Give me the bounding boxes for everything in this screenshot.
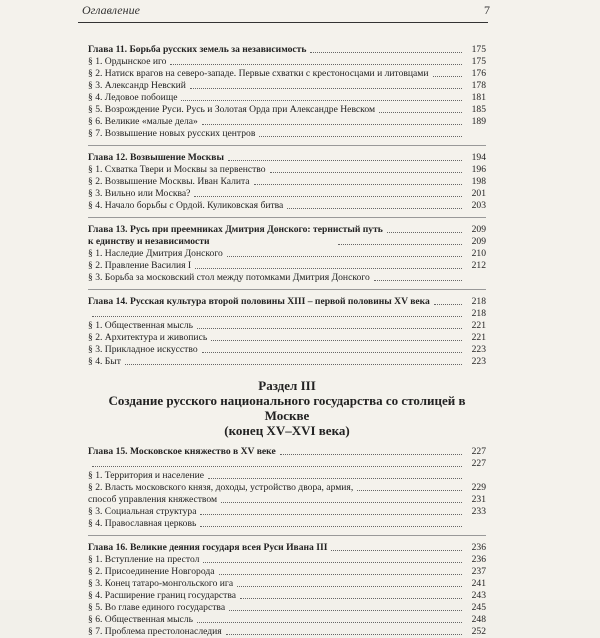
- toc-entry[interactable]: [88, 578, 486, 590]
- toc-entry[interactable]: [88, 332, 486, 344]
- toc-entry-page: 218: [471, 308, 486, 319]
- chapter-title-row[interactable]: [88, 224, 486, 236]
- leader-dots: [287, 208, 462, 209]
- chapter-title-row-page: 236: [471, 542, 486, 553]
- chapter-divider: [88, 217, 486, 218]
- toc-entry[interactable]: [88, 104, 486, 116]
- leader-dots: [221, 502, 462, 503]
- chapter-title-row[interactable]: [88, 446, 486, 458]
- toc-entry[interactable]: [88, 128, 486, 140]
- chapter-divider: [88, 289, 486, 290]
- leader-dots: [203, 562, 462, 563]
- toc-entry-text: § 7. Проблема престолонаследия: [88, 626, 222, 637]
- toc-entry[interactable]: [88, 56, 486, 68]
- chapter-title-row-page: 194: [471, 152, 486, 163]
- toc-entry-page: 203: [471, 200, 486, 211]
- toc-entry[interactable]: [88, 344, 486, 356]
- leader-dots: [125, 364, 462, 365]
- toc-entry[interactable]: [88, 482, 486, 494]
- toc-entry[interactable]: [88, 506, 486, 518]
- toc-entry-text: § 2. Натиск врагов на северо-западе. Первые схватки с крестоносцами и литовцами: [88, 68, 429, 79]
- toc-entry-page: 237: [471, 566, 486, 577]
- toc-entry[interactable]: [88, 116, 486, 128]
- leader-dots: [270, 172, 462, 173]
- toc-entry-page: 252: [471, 626, 486, 637]
- leader-dots: [228, 160, 462, 161]
- leader-dots: [240, 598, 462, 599]
- leader-dots: [254, 184, 462, 185]
- toc-entry[interactable]: [88, 470, 486, 482]
- toc-entry-page: 231: [471, 494, 486, 505]
- leader-dots: [202, 124, 462, 125]
- toc-entry-text: § 2. Возвышение Москвы. Иван Калита: [88, 176, 250, 187]
- toc-entry-page: 221: [471, 332, 486, 343]
- toc-entry-page: 198: [471, 176, 486, 187]
- toc-entry-text: § 3. Вильно или Москва?: [88, 188, 191, 199]
- leader-dots: [197, 328, 462, 329]
- chapter-divider: [88, 145, 486, 146]
- chapter-title-row[interactable]: [88, 296, 486, 308]
- toc-entry-text: § 2. Архитектура и живопись: [88, 332, 208, 343]
- toc-entry[interactable]: [88, 566, 486, 578]
- toc-entry-text: § 1. Ордынское иго: [88, 56, 167, 67]
- chapter-divider: [88, 535, 486, 536]
- toc-entry-text: § 4. Православная церковь: [88, 518, 197, 529]
- leader-dots: [310, 52, 462, 53]
- leader-dots: [219, 574, 463, 575]
- toc-entry[interactable]: [88, 188, 486, 200]
- chapter-block: [88, 44, 486, 140]
- toc-entry-page: 189: [471, 116, 486, 127]
- toc-entry-text: § 4. Быт: [88, 356, 121, 367]
- leader-dots: [200, 526, 462, 527]
- toc-bottom-chapters: [88, 446, 486, 638]
- chapter-title-row-page: 227: [471, 446, 486, 457]
- toc-entry[interactable]: [88, 80, 486, 92]
- toc-entry-page: 223: [471, 356, 486, 367]
- toc-entry-page: 185: [471, 104, 486, 115]
- toc-entry-page: 223: [471, 344, 486, 355]
- section-title: Создание русского национального государства со столицей в Москве: [108, 393, 466, 423]
- chapter-title-row-page: 218: [471, 296, 486, 307]
- toc-entry-text: § 4. Ледовое побоище: [88, 92, 178, 103]
- toc-entry-page: 181: [471, 92, 486, 103]
- chapter-title-row[interactable]: [88, 44, 486, 56]
- chapter-title-row-text: Глава 12. Возвышение Москвы: [88, 152, 224, 163]
- toc-entry-page: 241: [471, 578, 486, 589]
- leader-dots: [181, 100, 462, 101]
- toc-entry-text: § 5. Возрождение Руси. Русь и Золотая Орда при Александре Невском: [88, 104, 376, 115]
- leader-dots: [170, 64, 462, 65]
- header-title: Оглавление: [82, 3, 140, 17]
- toc-entry-page: 221: [471, 320, 486, 331]
- toc-entry[interactable]: [88, 200, 486, 212]
- leader-dots: [338, 244, 462, 245]
- toc-entry[interactable]: [88, 494, 486, 506]
- chapter-block: [88, 152, 486, 212]
- toc-entry-text: § 2. Власть московского князя, доходы, устройство двора, армия,: [88, 482, 354, 493]
- leader-dots: [227, 256, 462, 257]
- toc-entry-text: § 2. Правление Василия I: [88, 260, 192, 271]
- toc-entry[interactable]: [88, 272, 486, 284]
- chapter-block: [88, 446, 486, 530]
- toc-entry-text: § 1. Общественная мысль: [88, 320, 193, 331]
- toc-entry[interactable]: [88, 518, 486, 530]
- chapter-title-row-text: Глава 14. Русская культура второй половины XIII – первой половины XV века: [88, 296, 430, 307]
- section-number: Раздел III: [258, 378, 316, 393]
- leader-dots: [433, 76, 462, 77]
- toc-entry[interactable]: [88, 308, 486, 320]
- leader-dots: [197, 622, 462, 623]
- toc-entry-page: 233: [471, 506, 486, 517]
- chapter-title-row-text: Глава 15. Московское княжество в XV веке: [88, 446, 276, 457]
- leader-dots: [379, 112, 462, 113]
- toc-entry[interactable]: [88, 458, 486, 470]
- toc-entry-page: 248: [471, 614, 486, 625]
- chapter-title-row-text: Глава 16. Великие деяния государя всея Руси Ивана III: [88, 542, 328, 553]
- leader-dots: [229, 610, 462, 611]
- leader-dots: [208, 478, 462, 479]
- toc-entry-page: 176: [471, 68, 486, 79]
- toc-entry[interactable]: [88, 260, 486, 272]
- toc-top-chapters: [88, 44, 486, 368]
- toc-entry-page: 178: [471, 80, 486, 91]
- chapter-block: [88, 224, 486, 284]
- leader-dots: [194, 196, 462, 197]
- toc-entry-page: 201: [471, 188, 486, 199]
- leader-dots: [226, 634, 462, 635]
- toc-entry[interactable]: [88, 356, 486, 368]
- chapter-title-cont-row-page: 209: [471, 236, 486, 247]
- toc-entry-text: § 6. Великие «малые дела»: [88, 116, 198, 127]
- table-of-contents: [88, 44, 486, 638]
- chapter-block: [88, 296, 486, 368]
- toc-entry[interactable]: [88, 614, 486, 626]
- leader-dots: [211, 340, 462, 341]
- chapter-title-cont-row[interactable]: [88, 236, 486, 248]
- toc-entry-text: § 5. Во главе единого государства: [88, 602, 226, 613]
- leader-dots: [92, 466, 462, 467]
- leader-dots: [374, 280, 462, 281]
- toc-entry-page: 175: [471, 56, 486, 67]
- page-number: 7: [484, 3, 490, 17]
- toc-entry-page: 212: [471, 260, 486, 271]
- toc-entry-text: § 3. Александр Невский: [88, 80, 186, 91]
- toc-entry[interactable]: [88, 164, 486, 176]
- chapter-title-row-page: 209: [471, 224, 486, 235]
- toc-entry[interactable]: [88, 320, 486, 332]
- toc-entry-text: § 3. Конец татаро-монгольского ига: [88, 578, 234, 589]
- toc-entry-text: § 3. Борьба за московский стол между потомками Дмитрия Донского: [88, 272, 370, 283]
- toc-entry-page: 245: [471, 602, 486, 613]
- toc-entry-page: 236: [471, 554, 486, 565]
- chapter-title-row-text: Глава 13. Русь при преемниках Дмитрия Донского: тернистый путь: [88, 224, 383, 235]
- leader-dots: [200, 514, 462, 515]
- toc-entry-page: 243: [471, 590, 486, 601]
- leader-dots: [387, 232, 462, 233]
- toc-entry-text: § 1. Схватка Твери и Москвы за первенство: [88, 164, 266, 175]
- section-heading: [88, 378, 486, 438]
- chapter-title-row-page: 175: [471, 44, 486, 55]
- chapter-title-row[interactable]: [88, 542, 486, 554]
- toc-entry[interactable]: [88, 602, 486, 614]
- leader-dots: [259, 136, 462, 137]
- toc-entry[interactable]: [88, 248, 486, 260]
- toc-entry[interactable]: [88, 554, 486, 566]
- toc-entry-text: § 1. Наследие Дмитрия Донского: [88, 248, 223, 259]
- toc-entry-page: 229: [471, 482, 486, 493]
- toc-entry-page: 210: [471, 248, 486, 259]
- leader-dots: [434, 304, 462, 305]
- toc-entry-text: § 1. Вступление на престол: [88, 554, 200, 565]
- chapter-block: [88, 542, 486, 638]
- toc-entry[interactable]: [88, 176, 486, 188]
- leader-dots: [280, 454, 462, 455]
- leader-dots: [202, 352, 462, 353]
- leader-dots: [190, 88, 462, 89]
- toc-entry-page: 227: [471, 458, 486, 469]
- toc-entry[interactable]: [88, 626, 486, 638]
- toc-entry-text: § 7. Возвышение новых русских центров: [88, 128, 256, 139]
- toc-entry-text: § 1. Территория и население: [88, 470, 205, 481]
- toc-entry[interactable]: [88, 590, 486, 602]
- running-header: [78, 0, 488, 23]
- leader-dots: [331, 550, 462, 551]
- leader-dots: [92, 316, 462, 317]
- toc-entry-text: § 4. Расширение границ государства: [88, 590, 237, 601]
- leader-dots: [237, 586, 462, 587]
- chapter-title-cont-row-text: к единству и независимости: [88, 236, 210, 247]
- toc-entry-page: 196: [471, 164, 486, 175]
- toc-entry-text: § 3. Прикладное искусство: [88, 344, 198, 355]
- toc-entry-text: § 4. Начало борьбы с Ордой. Куликовская битва: [88, 200, 284, 211]
- toc-entry-text: § 2. Присоединение Новгорода: [88, 566, 215, 577]
- toc-entry-text: § 6. Общественная мысль: [88, 614, 193, 625]
- leader-dots: [357, 490, 462, 491]
- leader-dots: [195, 268, 462, 269]
- chapter-title-row-text: Глава 11. Борьба русских земель за независимость: [88, 44, 307, 55]
- toc-entry[interactable]: [88, 68, 486, 80]
- toc-entry-text: § 3. Социальная структура: [88, 506, 197, 517]
- toc-entry[interactable]: [88, 92, 486, 104]
- toc-entry-text: способ управления княжеством: [88, 494, 218, 505]
- chapter-title-row[interactable]: [88, 152, 486, 164]
- section-period: (конец XV–XVI века): [224, 423, 350, 438]
